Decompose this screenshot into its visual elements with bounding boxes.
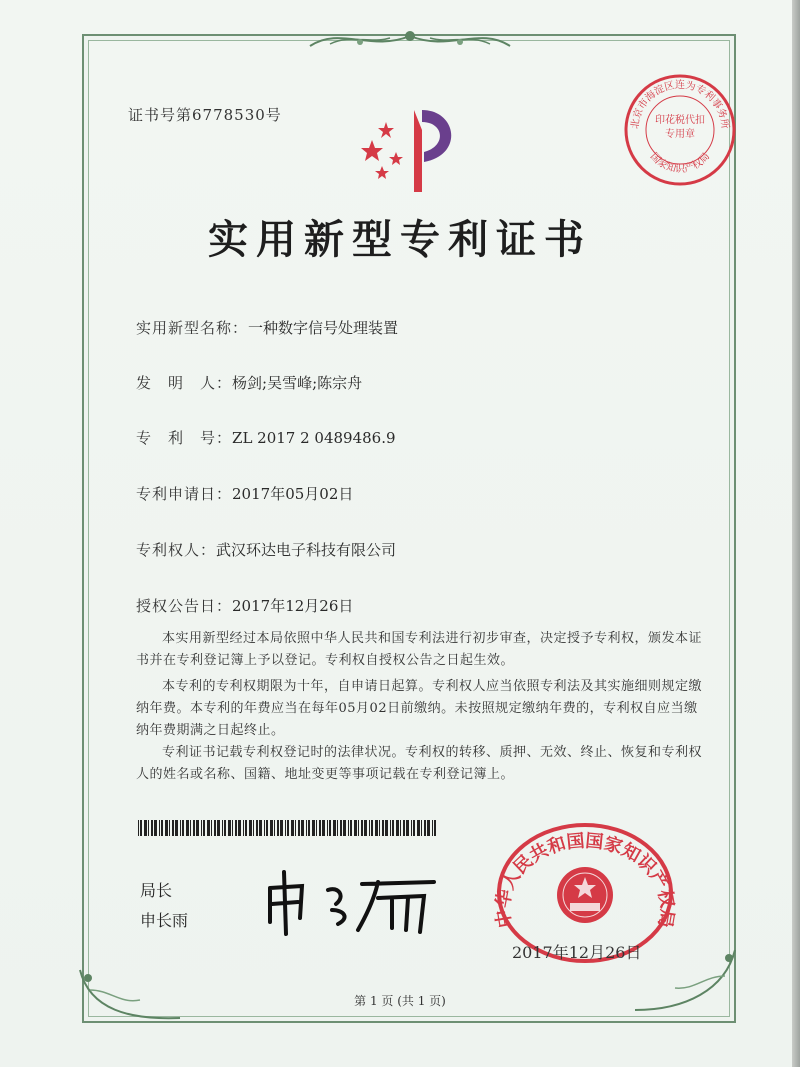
barcode-bar — [172, 820, 174, 836]
field-label: 授权公告日： — [136, 597, 233, 615]
barcode-bar — [417, 820, 420, 836]
barcode-bar — [375, 820, 378, 836]
barcode-bar — [298, 820, 300, 836]
barcode-bar — [364, 820, 367, 836]
barcode-bar — [182, 820, 184, 836]
barcode-bar — [256, 820, 258, 836]
barcode-bar — [319, 820, 321, 836]
barcode-bar — [306, 820, 307, 836]
barcode-bar — [224, 820, 226, 836]
barcode-bar — [396, 820, 399, 836]
svg-text:国家知识产权局 — [648, 150, 713, 175]
seal-ring-text: 中华人民共和国国家知识产权局 — [492, 830, 678, 930]
barcode-bar — [144, 820, 147, 836]
field-value: ZL 2017 2 0489486.9 — [232, 429, 396, 447]
field-label: 发 明 人： — [136, 374, 233, 392]
barcode-bar — [369, 820, 370, 836]
field-label: 实用新型名称： — [136, 319, 249, 337]
handwritten-signature — [258, 860, 448, 940]
field-label: 专 利 号： — [136, 429, 233, 447]
national-emblem-icon — [557, 867, 613, 923]
page-footer: 第 1 页 (共 1 页) — [354, 994, 446, 1008]
barcode-bar — [287, 820, 289, 836]
barcode-bar — [214, 820, 216, 836]
field-value: 一种数字信号处理装置 — [248, 319, 399, 337]
barcode-bar — [343, 820, 346, 836]
barcode-bar — [421, 820, 422, 836]
barcode-bar — [308, 820, 310, 836]
field-application-date — [136, 483, 353, 504]
barcode-bar — [295, 820, 296, 836]
barcode-bar — [329, 820, 331, 836]
field-patentee — [136, 539, 396, 560]
barcode-bar — [259, 820, 262, 836]
barcode-bar — [274, 820, 275, 836]
barcode-bar — [327, 820, 328, 836]
signatory-name: 申长雨 — [140, 911, 189, 930]
barcode-bar — [235, 820, 237, 836]
barcode-bar — [151, 820, 153, 836]
barcode-bar — [390, 820, 391, 836]
field-value: 武汉环达电子科技有限公司 — [216, 541, 397, 559]
barcode-bar — [413, 820, 415, 836]
field-value: 2017年05月02日 — [232, 485, 354, 503]
barcode-bar — [337, 820, 338, 836]
field-inventor — [136, 372, 362, 393]
barcode-bar — [312, 820, 315, 836]
barcode-bar — [175, 820, 178, 836]
barcode-bar — [400, 820, 401, 836]
body-paragraph: 本实用新型经过本局依照中华人民共和国专利法进行初步审查，决定授予专利权，颁发本证书并在专利登记簿上予以登记。专利权自授权公告之日起生效。 — [136, 631, 703, 668]
barcode-bar — [140, 820, 142, 836]
barcode-bar — [222, 820, 223, 836]
barcode-bar — [403, 820, 405, 836]
barcode-bar — [277, 820, 279, 836]
field-label: 专利申请日： — [136, 485, 233, 503]
barcode-bar — [379, 820, 380, 836]
barcode-bar — [243, 820, 244, 836]
barcode-bar — [427, 820, 430, 836]
field-label: 专利权人： — [136, 541, 217, 559]
barcode-bar — [165, 820, 168, 836]
barcode-bar — [201, 820, 202, 836]
patent-office-emblem — [352, 100, 472, 200]
barcode-bar — [340, 820, 342, 836]
barcode-bar — [193, 820, 195, 836]
barcode-bar — [169, 820, 170, 836]
barcode-bar — [358, 820, 359, 836]
barcode-bar — [203, 820, 205, 836]
barcode-bar — [322, 820, 325, 836]
barcode-bar — [333, 820, 336, 836]
barcode-bar — [354, 820, 357, 836]
barcode-bar — [161, 820, 163, 836]
field-patent-number — [136, 427, 396, 448]
field-grant-date — [136, 595, 353, 616]
certificate-number: 证书号第6778530号 — [128, 106, 282, 124]
barcode-bar — [301, 820, 304, 836]
barcode-bar — [245, 820, 247, 836]
seal-date: 2017年12月26日 — [512, 943, 642, 962]
barcode-bar — [253, 820, 254, 836]
barcode-bar — [270, 820, 273, 836]
barcode-bar — [411, 820, 412, 836]
barcode-bar — [154, 820, 157, 836]
tax-seal — [620, 70, 740, 190]
barcode-bar — [148, 820, 149, 836]
barcode-bar — [434, 820, 436, 836]
barcode-bar — [264, 820, 265, 836]
barcode-bar — [186, 820, 189, 836]
barcode-bar — [348, 820, 349, 836]
barcode-bar — [392, 820, 394, 836]
page-edge — [792, 0, 800, 1067]
barcode-bar — [385, 820, 388, 836]
barcode-bar — [228, 820, 231, 836]
barcode-bar — [196, 820, 199, 836]
barcode-bar — [266, 820, 268, 836]
barcode-bar — [350, 820, 352, 836]
field-value: 杨剑;吴雪峰;陈宗舟 — [232, 374, 363, 392]
barcode-bar — [371, 820, 373, 836]
barcode-bar — [382, 820, 384, 836]
barcode-bar — [232, 820, 233, 836]
barcode-bar — [217, 820, 220, 836]
field-value: 2017年12月26日 — [232, 597, 354, 615]
barcode-bar — [138, 820, 139, 836]
barcode-bar — [211, 820, 212, 836]
barcode-bar — [406, 820, 409, 836]
tax-seal-top-text: 北京市海淀区连为专利事务所 — [629, 80, 731, 130]
barcode-bar — [249, 820, 252, 836]
tax-seal-inner-text: 印花税代扣专用章 — [655, 115, 705, 140]
barcode-bar — [291, 820, 294, 836]
signatory-title: 局长 — [140, 881, 173, 900]
barcode-bar — [432, 820, 433, 836]
page-title: 实用新型专利证书 — [208, 216, 592, 263]
barcode-bar — [238, 820, 241, 836]
barcode-bar — [361, 820, 363, 836]
field-utility-name — [136, 317, 398, 338]
barcode-bar — [180, 820, 181, 836]
body-paragraph: 专利证书记载专利权登记时的法律状况。专利权的转移、质押、无效、终止、恢复和专利权人的姓名或名称、国籍、地址变更等事项记载在专利登记簿上。 — [136, 745, 703, 782]
barcode-bar — [424, 820, 426, 836]
barcode-bar — [285, 820, 286, 836]
barcode — [138, 820, 438, 836]
barcode-bar — [280, 820, 283, 836]
barcode-bar — [190, 820, 191, 836]
barcode-bar — [316, 820, 317, 836]
barcode-bar — [159, 820, 160, 836]
body-paragraph: 本专利的专利权期限为十年，自申请日起算。专利权人应当依照专利法及其实施细则规定缴纳年费。本专利的年费应当在每年05月02日前缴纳。未按照规定缴纳年费的，专利权自应当缴纳年费期满之日起终止。 — [136, 679, 703, 738]
barcode-bar — [207, 820, 210, 836]
tax-seal-bottom-text: 国家知识产权局 — [647, 151, 713, 175]
top-ornament — [300, 22, 520, 58]
